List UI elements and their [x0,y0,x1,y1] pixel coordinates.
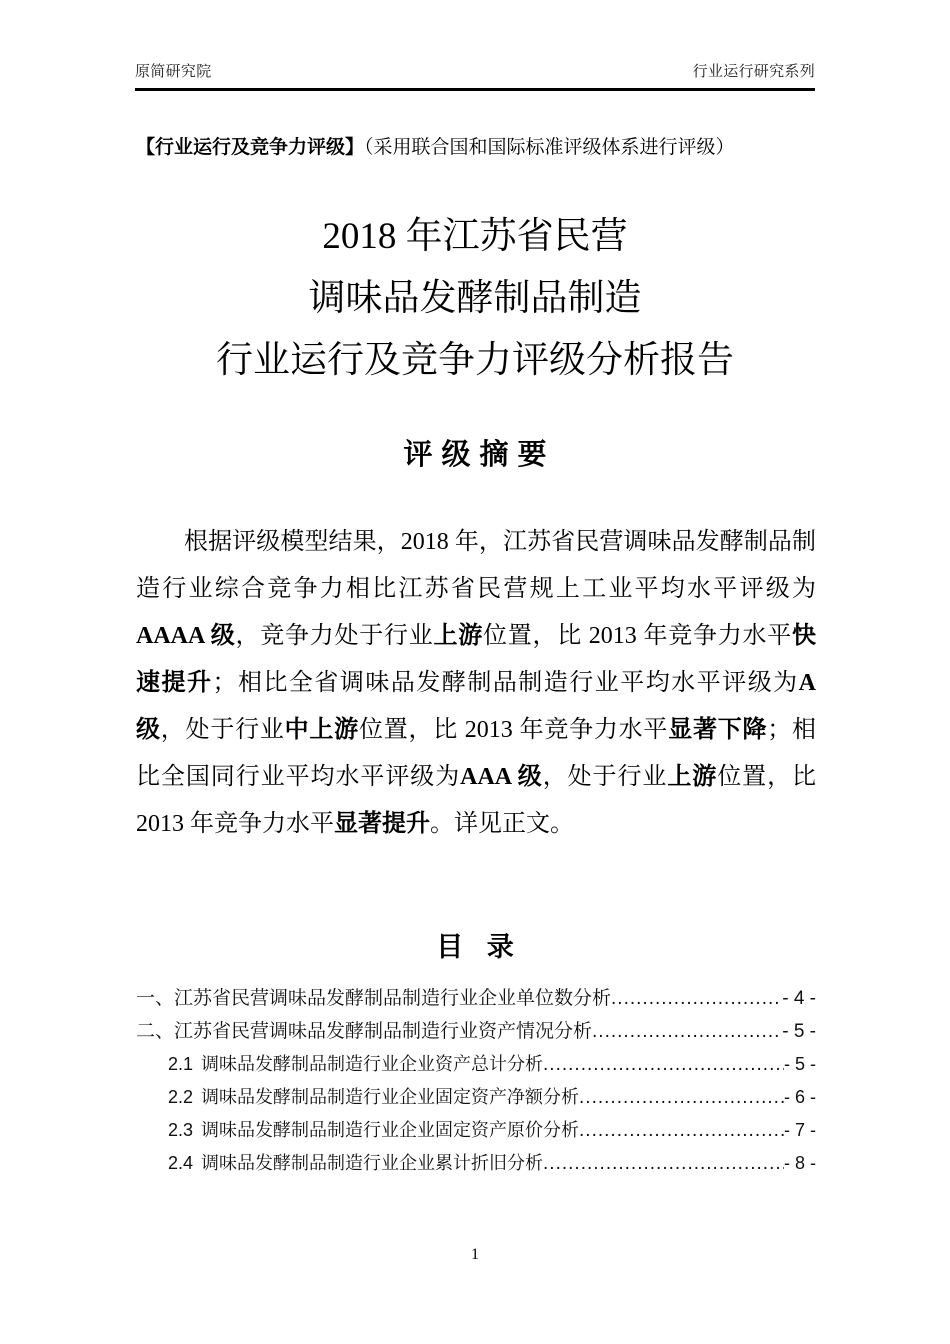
toc-dot-leader [579,1081,784,1114]
toc-entry-label: 调味品发酵制品制造行业企业固定资产净额分析 [201,1087,580,1107]
toc-dot-leader [579,1114,784,1147]
toc-entry-page: - 6 - [783,1087,816,1107]
toc-entry[interactable] [136,1147,816,1180]
abstract-emphasis: 上游 [667,764,718,790]
toc-entry-page: - 5 - [783,1054,816,1074]
page-title-line-2: 调味品发酵制品制造 [308,278,642,319]
rating-system-note-bold: 【行业运行及竞争力评级】 [136,137,365,158]
toc-entry-label: 一、江苏省民营调味品发酵制品制造行业企业单位数分析 [136,988,612,1009]
abstract-text: ，处于行业 [160,717,285,743]
page-title-line-3: 行业运行及竞争力评级分析报告 [216,340,734,381]
abstract-text: 。详见正文。 [430,811,574,837]
toc-entry[interactable] [136,1015,816,1048]
toc-dot-leader [543,1048,784,1081]
abstract-emphasis: AAAA 级 [136,623,236,649]
abstract-text: ；相比全国同行业平均水平评级为 [136,717,817,790]
toc-entry-page: - 8 - [783,1153,816,1173]
abstract-emphasis: 上游 [433,623,484,649]
header-left-text: 原简研究院 [135,63,212,80]
header-divider-rule [135,88,815,91]
toc-entry[interactable] [136,1114,816,1147]
page-title-line-1: 2018 年江苏省民营 [322,216,628,257]
toc-entry-label: 调味品发酵制品制造行业企业累计折旧分析 [201,1153,544,1173]
rating-system-note [136,133,836,163]
table-of-contents [136,982,816,1180]
toc-entry-number: 2.2 [168,1087,194,1107]
toc-entry-label: 调味品发酵制品制造行业企业资产总计分析 [201,1054,544,1074]
abstract-emphasis: 快速提升 [136,623,817,696]
toc-entry-number: 2.4 [168,1153,194,1173]
toc-entry-label: 调味品发酵制品制造行业企业固定资产原价分析 [201,1120,580,1140]
toc-dot-leader [592,1015,782,1048]
abstract-text: 位置，比 2013 年竞争力水平 [483,623,793,649]
toc-entry[interactable] [136,1048,816,1081]
abstract-emphasis: 中上游 [284,717,359,743]
abstract-text: 根据评级模型结果，2018 年，江苏省民营调味品发酵制品制造行业综合竞争力相比江苏省民营规上工业平均水平评级为 [136,529,816,602]
toc-dot-leader [543,1147,784,1180]
abstract-text: ，处于行业 [542,764,668,790]
page-number-footer: 1 [471,1246,479,1263]
toc-dot-leader [611,982,782,1015]
toc-entry[interactable] [136,982,816,1015]
abstract-text: 位置，比 2013 年竞争力水平 [358,717,669,743]
toc-entry-page: - 4 - [782,988,816,1009]
toc-entry-number: 2.1 [168,1054,194,1074]
abstract-emphasis: 显著下降 [668,717,768,743]
toc-entry[interactable] [136,1081,816,1114]
abstract-text: 位置，比 2013 年竞争力水平 [136,764,817,837]
toc-heading: 目 录 [436,932,522,962]
abstract-heading: 评级摘要 [403,439,556,471]
page-title [0,206,950,392]
abstract-text: ，竞争力处于行业 [235,623,434,649]
abstract-emphasis: AAA 级 [460,764,543,790]
abstract-paragraph [136,519,816,848]
toc-entry-number: 2.3 [168,1120,194,1140]
header-right-text: 行业运行研究系列 [692,63,815,80]
toc-entry-page: - 5 - [782,1021,816,1042]
abstract-text: ；相比全省调味品发酵制品制造行业平均水平评级为 [212,670,799,696]
abstract-emphasis: 显著提升 [334,811,430,837]
running-header [135,62,815,82]
abstract-emphasis: A 级 [136,670,817,743]
toc-entry-page: - 7 - [783,1120,816,1140]
toc-entry-label: 二、江苏省民营调味品发酵制品制造行业资产情况分析 [136,1021,593,1042]
rating-system-note-normal: （采用联合国和国际标准评级体系进行评级） [364,137,735,158]
